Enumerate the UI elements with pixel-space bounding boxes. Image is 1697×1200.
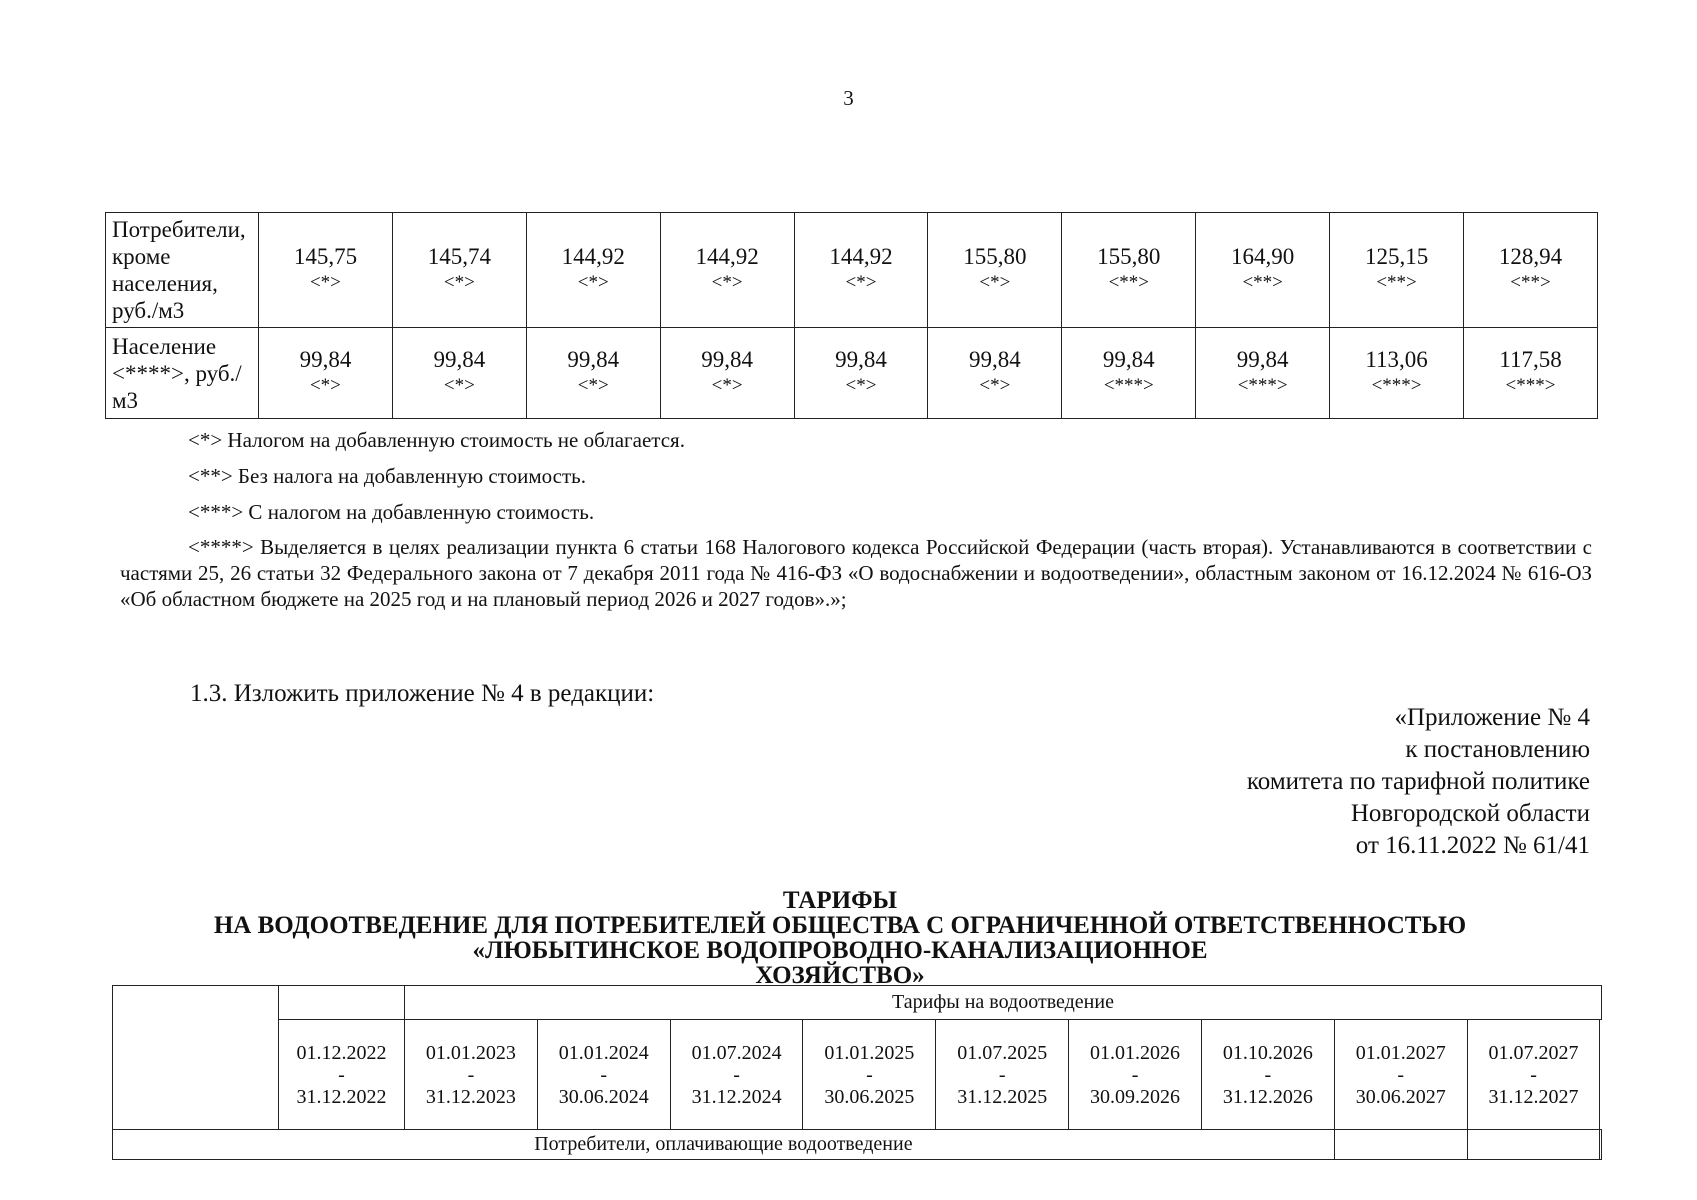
tariff-mark: <*> — [443, 375, 475, 396]
heading-line: НА ВОДООТВЕДЕНИЕ ДЛЯ ПОТРЕБИТЕЛЕЙ ОБЩЕСТВА С ОГРАНИЧЕННОЙ ОТВЕТСТВЕННОСТЬЮ — [213, 912, 1467, 939]
period-from: 01.01.2023 — [425, 1041, 516, 1064]
period-to: 30.06.2024 — [558, 1085, 649, 1108]
tariff-cell — [1464, 213, 1598, 328]
tariff-value: 99,84 — [1102, 347, 1155, 372]
period-from: 01.07.2024 — [691, 1041, 782, 1064]
tariff-mark: <**> — [1376, 272, 1417, 293]
period-dash: - — [338, 1063, 345, 1086]
tariff-value: 144,92 — [695, 244, 759, 269]
tariff-mark: <***> — [1505, 375, 1556, 396]
empty-cell — [1334, 1130, 1467, 1160]
appendix-line: «Приложение № 4 — [1394, 704, 1590, 731]
tariff-cell — [928, 328, 1062, 419]
appendix-line: Новгородской области — [1350, 800, 1590, 827]
blank-header-cell — [279, 986, 405, 1020]
period-to: 30.06.2027 — [1355, 1085, 1446, 1108]
page-number: 3 — [843, 86, 854, 110]
period-cell — [1201, 1020, 1334, 1130]
period-from: 01.01.2027 — [1355, 1041, 1446, 1064]
heading-line: «ЛЮБЫТИНСКОЕ ВОДОПРОВОДНО-КАНАЛИЗАЦИОННОЕ — [472, 937, 1208, 964]
tariff-cell — [1196, 328, 1330, 419]
period-dash: - — [1264, 1063, 1272, 1086]
row-label: Население <****>, руб./м3 — [106, 328, 259, 419]
tariff-value: 99,84 — [299, 347, 352, 372]
empty-cell — [1600, 1130, 1602, 1160]
tariff-table-continued — [105, 212, 1598, 419]
tariff-mark: <***> — [1371, 375, 1422, 396]
table-row — [106, 213, 1598, 328]
period-cell — [803, 1020, 936, 1130]
tariff-mark: <*> — [979, 272, 1011, 293]
appendix-reference — [1247, 702, 1590, 862]
tariff-cell — [1062, 213, 1196, 328]
tariff-value: 125,15 — [1364, 244, 1429, 269]
period-to: 31.12.2026 — [1222, 1085, 1313, 1108]
tariff-value: 99,84 — [433, 347, 486, 372]
group-header: Тарифы на водоотведение — [405, 986, 1602, 1020]
footnote-1: <*> Налогом на добавленную стоимость не облагается. — [188, 428, 685, 452]
tariff-mark: <*> — [309, 375, 341, 396]
tariff-cell — [1330, 213, 1464, 328]
table-row — [106, 328, 1598, 419]
period-dash: - — [866, 1063, 873, 1086]
period-to: 31.12.2022 — [296, 1085, 387, 1108]
tariff-value: 144,92 — [829, 244, 893, 269]
appendix-line: комитета по тарифной политике — [1246, 768, 1590, 795]
tariff-mark: <*> — [577, 272, 609, 293]
tariff-mark: <*> — [711, 375, 743, 396]
tariff-value: 99,84 — [1236, 347, 1289, 372]
tariff-mark: <***> — [1237, 375, 1288, 396]
period-cell — [1069, 1020, 1202, 1130]
tariff-value: 164,90 — [1231, 244, 1295, 269]
tariff-cell — [660, 213, 794, 328]
period-from: 01.01.2024 — [558, 1041, 649, 1064]
tariff-cell — [1464, 328, 1598, 419]
period-from: 01.01.2025 — [824, 1041, 915, 1064]
period-dash: - — [467, 1063, 475, 1086]
table-row — [113, 1020, 1602, 1130]
footnote-3: <***> С налогом на добавленную стоимость. — [188, 500, 595, 524]
tariff-mark: <**> — [1242, 272, 1283, 293]
period-cell — [1334, 1020, 1467, 1130]
appendix-line: к постановлению — [1405, 736, 1590, 763]
period-cell — [1467, 1020, 1600, 1130]
period-from: 01.12.2022 — [296, 1041, 387, 1064]
tariff-mark: <*> — [577, 375, 609, 396]
period-dash: - — [733, 1063, 740, 1086]
tariff-cell — [392, 328, 526, 419]
period-dash: - — [1530, 1063, 1537, 1086]
tariff-mark: <**> — [1510, 272, 1551, 293]
period-cell — [936, 1020, 1069, 1130]
tariff-mark: <*> — [979, 375, 1011, 396]
consumer-section-row: Потребители, оплачивающие водоотведение — [113, 1130, 1335, 1160]
tariff-cell — [794, 328, 928, 419]
table-row — [113, 986, 1602, 1020]
period-to: 30.06.2025 — [824, 1085, 915, 1108]
tariff-value: 144,92 — [561, 244, 625, 269]
tariff-mark: <*> — [711, 272, 743, 293]
appendix-line: от 16.11.2022 № 61/41 — [1355, 832, 1590, 859]
tariff-cell — [1062, 328, 1196, 419]
period-dash: - — [1131, 1063, 1139, 1086]
tariff-mark: <***> — [1103, 375, 1154, 396]
period-cell — [405, 1020, 538, 1130]
footnote-2: <**> Без налога на добавленную стоимость. — [188, 464, 586, 488]
period-to: 31.12.2024 — [691, 1085, 782, 1108]
period-cell — [279, 1020, 405, 1130]
tariff-cell — [392, 213, 526, 328]
period-dash: - — [998, 1063, 1006, 1086]
section-item: 1.3. Изложить приложение № 4 в редакции: — [190, 680, 655, 707]
tariff-mark: <**> — [1108, 272, 1149, 293]
tariff-mark: <*> — [443, 272, 475, 293]
period-cell — [537, 1020, 670, 1130]
tariff-value: 99,84 — [835, 347, 887, 372]
period-from: 01.07.2027 — [1488, 1041, 1579, 1064]
tariff-cell — [1330, 328, 1464, 419]
tariff-value: 99,84 — [701, 347, 753, 372]
tariff-cell — [526, 213, 660, 328]
tariff-value: 155,80 — [963, 244, 1027, 269]
period-to: 31.12.2027 — [1488, 1085, 1579, 1108]
tariff-cell — [1196, 213, 1330, 328]
wastewater-tariff-table — [112, 985, 1602, 1160]
tariff-value: 145,75 — [293, 244, 358, 269]
tariff-value: 117,58 — [1499, 347, 1562, 372]
tariff-cell — [660, 328, 794, 419]
footnote-4: <****> Выделяется в целях реализации пункта 6 статьи 168 Налогового кодекса Российской Федерации (часть вторая). Устанавливаются в соответствии с частями 25, 26 статьи 32 Федерального закона от 7 декабря 2011 года № 416-ФЗ «О водоснабжении и водоотведении», областным законом от 16.12.2024 № 616-ОЗ «Об областном бюджете на 2025 год и на плановый период 2026 и 2027 годов».»; — [120, 535, 1592, 611]
blank-header-cell — [113, 986, 279, 1130]
period-to: 31.12.2023 — [425, 1085, 516, 1108]
period-from: 01.01.2026 — [1090, 1041, 1181, 1064]
tariff-cell — [526, 328, 660, 419]
period-dash: - — [1397, 1063, 1405, 1086]
heading-line: ТАРИФЫ — [782, 887, 898, 914]
row-label: Потребители, кроме населения, руб./м3 — [106, 213, 259, 328]
heading-line: ХОЗЯЙСТВО» — [755, 962, 925, 989]
tariff-value: 99,84 — [969, 347, 1021, 372]
period-to: 30.09.2026 — [1090, 1085, 1181, 1108]
period-cell — [670, 1020, 803, 1130]
period-from: 01.07.2025 — [957, 1041, 1048, 1064]
tariff-cell — [794, 213, 928, 328]
tariff-value: 113,06 — [1365, 347, 1428, 372]
tariff-mark: <*> — [845, 375, 877, 396]
tariff-value: 128,94 — [1498, 244, 1563, 269]
tariff-cell — [928, 213, 1062, 328]
tariff-cell — [259, 328, 393, 419]
table-row — [113, 1130, 1602, 1160]
period-from: 01.10.2026 — [1222, 1041, 1313, 1064]
tariff-value: 155,80 — [1097, 244, 1161, 269]
tariff-value: 145,74 — [427, 244, 491, 269]
tariff-mark: <*> — [845, 272, 877, 293]
period-dash: - — [600, 1063, 608, 1086]
tariff-cell — [259, 213, 393, 328]
empty-cell — [1467, 1130, 1600, 1160]
tariff-mark: <*> — [309, 272, 341, 293]
period-to: 31.12.2025 — [957, 1085, 1048, 1108]
document-heading — [100, 888, 1580, 988]
tariff-value: 99,84 — [567, 347, 620, 372]
